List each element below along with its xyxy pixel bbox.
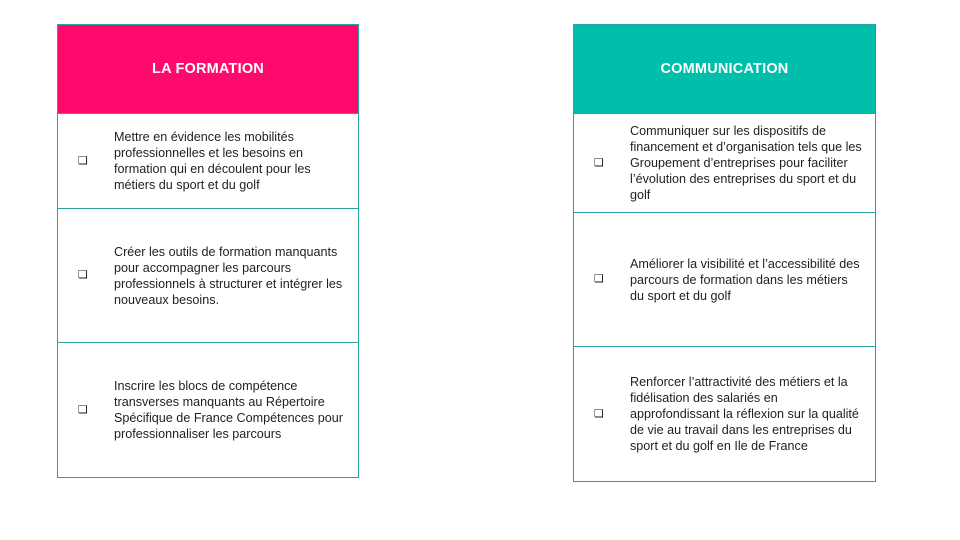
checkbox-bullet-icon: ❏	[594, 407, 604, 420]
communication-table	[573, 24, 876, 482]
communication-header: COMMUNICATION	[574, 25, 875, 114]
checkbox-bullet-icon: ❏	[78, 403, 88, 416]
communication-row	[574, 114, 875, 213]
formation-item-text: Inscrire les blocs de compétence transverses manquants au Répertoire Spécifique de France Compétences pour professionnaliser les parcours	[114, 379, 343, 441]
checkbox-bullet-icon: ❏	[78, 269, 88, 281]
formation-item-text: Mettre en évidence les mobilités professionnelles et les besoins en formation qui en découlent pour les métiers du sport et du golf	[114, 130, 311, 192]
communication-item-text: Communiquer sur les dispositifs de financement et d’organisation tels que les Groupement d’entreprises pour faciliter l’évolution des entreprises du sport et du golf	[630, 124, 862, 202]
formation-row	[58, 114, 358, 209]
checkbox-bullet-icon: ❏	[594, 273, 604, 285]
communication-item-text: Améliorer la visibilité et l’accessibilité des parcours de formation dans les métiers du sport et du golf	[630, 256, 860, 303]
formation-row	[58, 343, 358, 477]
checkbox-bullet-icon: ❏	[594, 156, 604, 169]
communication-row	[574, 347, 875, 481]
communication-row	[574, 213, 875, 347]
formation-item-text: Créer les outils de formation manquants pour accompagner les parcours professionnels à structurer et intégrer les nouveaux besoins.	[114, 244, 343, 307]
communication-item-text: Renforcer l’attractivité des métiers et la fidélisation des salariés en approfondissant la réflexion sur la qualité de vie au travail dans les entreprises du sport et du golf en Ile de France	[630, 375, 859, 453]
formation-row	[58, 209, 358, 343]
formation-header: LA FORMATION	[58, 25, 358, 114]
formation-table	[57, 24, 359, 478]
checkbox-bullet-icon: ❏	[78, 154, 88, 167]
